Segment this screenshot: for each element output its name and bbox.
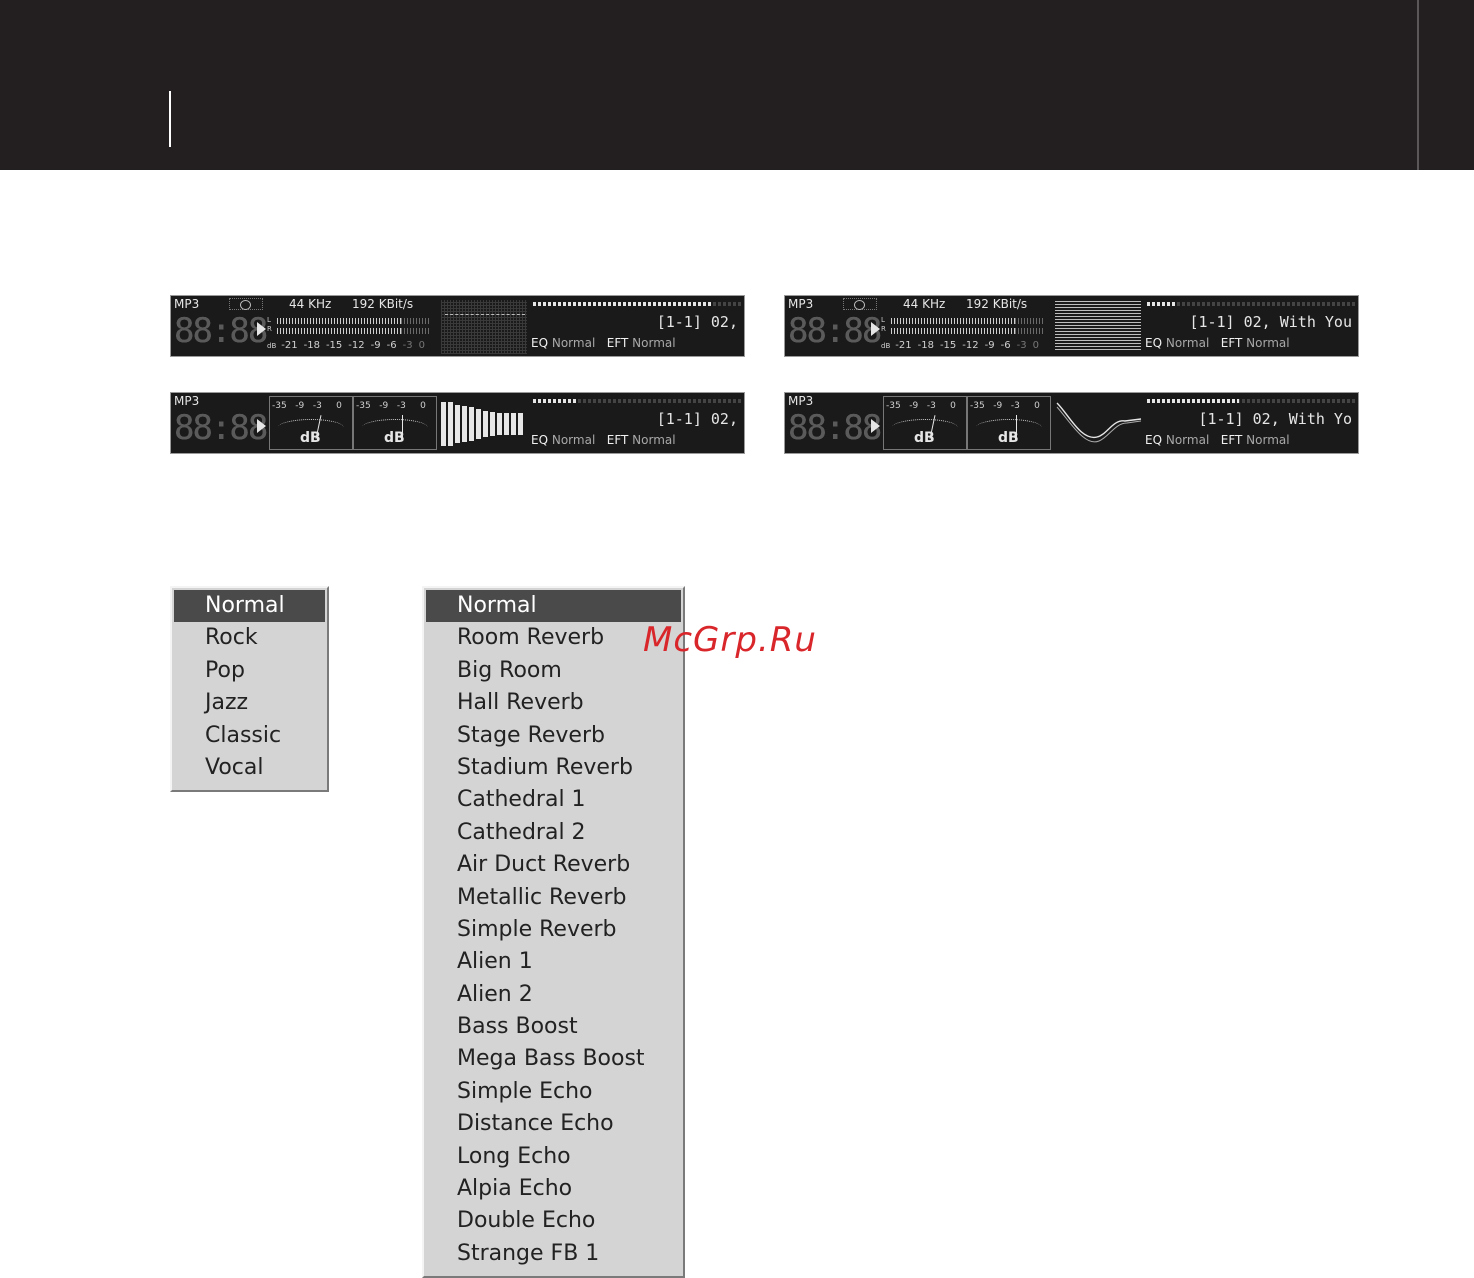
level-meter-left-tail [1015, 318, 1045, 324]
eq-eft-status: EQ Normal EFT Normal [1145, 336, 1290, 350]
eq-eft-status: EQ Normal EFT Normal [1145, 433, 1290, 447]
track-title: [1-1] 02, With Yo [1198, 410, 1352, 428]
play-icon [871, 419, 880, 433]
effect-menu-item[interactable]: Long Echo [457, 1143, 571, 1169]
effect-menu-item[interactable]: Alien 1 [457, 949, 533, 975]
effect-menu-item[interactable]: Distance Echo [457, 1111, 614, 1137]
track-title: [1-1] 02, [656, 313, 738, 331]
effect-menu-item[interactable]: Bass Boost [457, 1014, 578, 1040]
eq-menu-item[interactable]: Pop [205, 657, 245, 683]
sample-rate: 44 KHz [903, 297, 946, 311]
codec-label: MP3 [174, 394, 200, 408]
seek-bar[interactable] [1147, 302, 1355, 306]
waveform-visualizer[interactable] [1055, 397, 1143, 449]
effect-menu-item[interactable]: Strange FB 1 [457, 1240, 600, 1266]
effect-menu-item[interactable]: Normal [426, 590, 681, 622]
effect-preset-menu [422, 586, 685, 1278]
seek-bar[interactable] [533, 399, 741, 403]
level-scale: dB -21 -18 -15 -12 -9 -6 -3 0 [267, 340, 425, 351]
effect-menu-item[interactable]: Alien 2 [457, 981, 533, 1007]
time-display: 88:88 [788, 408, 881, 448]
spectrum-visualizer[interactable] [1055, 300, 1141, 350]
eq-menu-item[interactable]: Normal [174, 590, 325, 622]
codec-label: MP3 [788, 297, 814, 311]
seek-bar[interactable] [533, 302, 741, 306]
level-meter-left-tail [401, 318, 431, 324]
eq-menu-item[interactable]: Vocal [205, 754, 264, 780]
level-meter-right-tail [1015, 328, 1045, 334]
track-title: [1-1] 02, With You [1189, 313, 1352, 331]
header-divider-left [169, 91, 171, 147]
spectrum-visualizer[interactable] [441, 300, 527, 354]
eq-menu-item[interactable]: Classic [205, 722, 282, 748]
track-title: [1-1] 02, [656, 410, 738, 428]
stereo-icon [843, 298, 877, 310]
effect-menu-item[interactable]: Cathedral 2 [457, 819, 586, 845]
vu-meter-right: -35 -9 -3 0 dB [967, 396, 1051, 450]
effect-menu-item[interactable]: Big Room [457, 657, 562, 683]
header-divider-right [1417, 0, 1419, 170]
bitrate: 192 KBit/s [352, 297, 414, 311]
effect-menu-item[interactable]: Stage Reverb [457, 722, 605, 748]
stereo-icon [229, 298, 263, 310]
vu-meter-left: -35 -9 -3 0 dB [883, 396, 967, 450]
level-scale: dB -21 -18 -15 -12 -9 -6 -3 0 [881, 340, 1039, 351]
vu-meter-left: -35 -9 -3 0 dB [269, 396, 353, 450]
time-display: 88:88 [788, 311, 881, 351]
page-header-band [0, 0, 1474, 170]
watermark-text: McGrp.Ru [643, 620, 817, 660]
bitrate: 192 KBit/s [966, 297, 1028, 311]
spectrum-visualizer[interactable] [441, 401, 527, 447]
play-icon [257, 419, 266, 433]
effect-menu-item[interactable]: Alpia Echo [457, 1176, 573, 1202]
codec-label: MP3 [788, 394, 814, 408]
player-display-spectrum-grid [170, 295, 745, 357]
channel-labels: L R [881, 316, 886, 333]
seek-bar[interactable] [1147, 399, 1355, 403]
player-display-waveform [784, 392, 1359, 454]
effect-menu-item[interactable]: Room Reverb [457, 625, 605, 651]
eq-eft-status: EQ Normal EFT Normal [531, 336, 676, 350]
effect-menu-item[interactable]: Stadium Reverb [457, 754, 633, 780]
effect-menu-item[interactable]: Cathedral 1 [457, 787, 586, 813]
effect-menu-item[interactable]: Hall Reverb [457, 690, 584, 716]
effect-menu-item[interactable]: Air Duct Reverb [457, 852, 631, 878]
effect-menu-item[interactable]: Double Echo [457, 1208, 596, 1234]
play-icon [257, 322, 266, 336]
channel-labels: L R [267, 316, 272, 333]
eq-preset-menu [170, 586, 329, 792]
codec-label: MP3 [174, 297, 200, 311]
play-icon [871, 322, 880, 336]
eq-menu-item[interactable]: Rock [205, 625, 258, 651]
player-display-spectrum-bars [170, 392, 745, 454]
level-meter-right-tail [401, 328, 431, 334]
eq-menu-item[interactable]: Jazz [205, 690, 249, 716]
time-display: 88:88 [174, 408, 267, 448]
sample-rate: 44 KHz [289, 297, 332, 311]
effect-menu-item[interactable]: Mega Bass Boost [457, 1046, 645, 1072]
eq-eft-status: EQ Normal EFT Normal [531, 433, 676, 447]
vu-meter-right: -35 -9 -3 0 dB [353, 396, 437, 450]
time-display: 88:88 [174, 311, 267, 351]
player-display-spectrum-lines [784, 295, 1359, 357]
effect-menu-item[interactable]: Simple Echo [457, 1078, 593, 1104]
effect-menu-item[interactable]: Metallic Reverb [457, 884, 627, 910]
effect-menu-item[interactable]: Simple Reverb [457, 916, 617, 942]
